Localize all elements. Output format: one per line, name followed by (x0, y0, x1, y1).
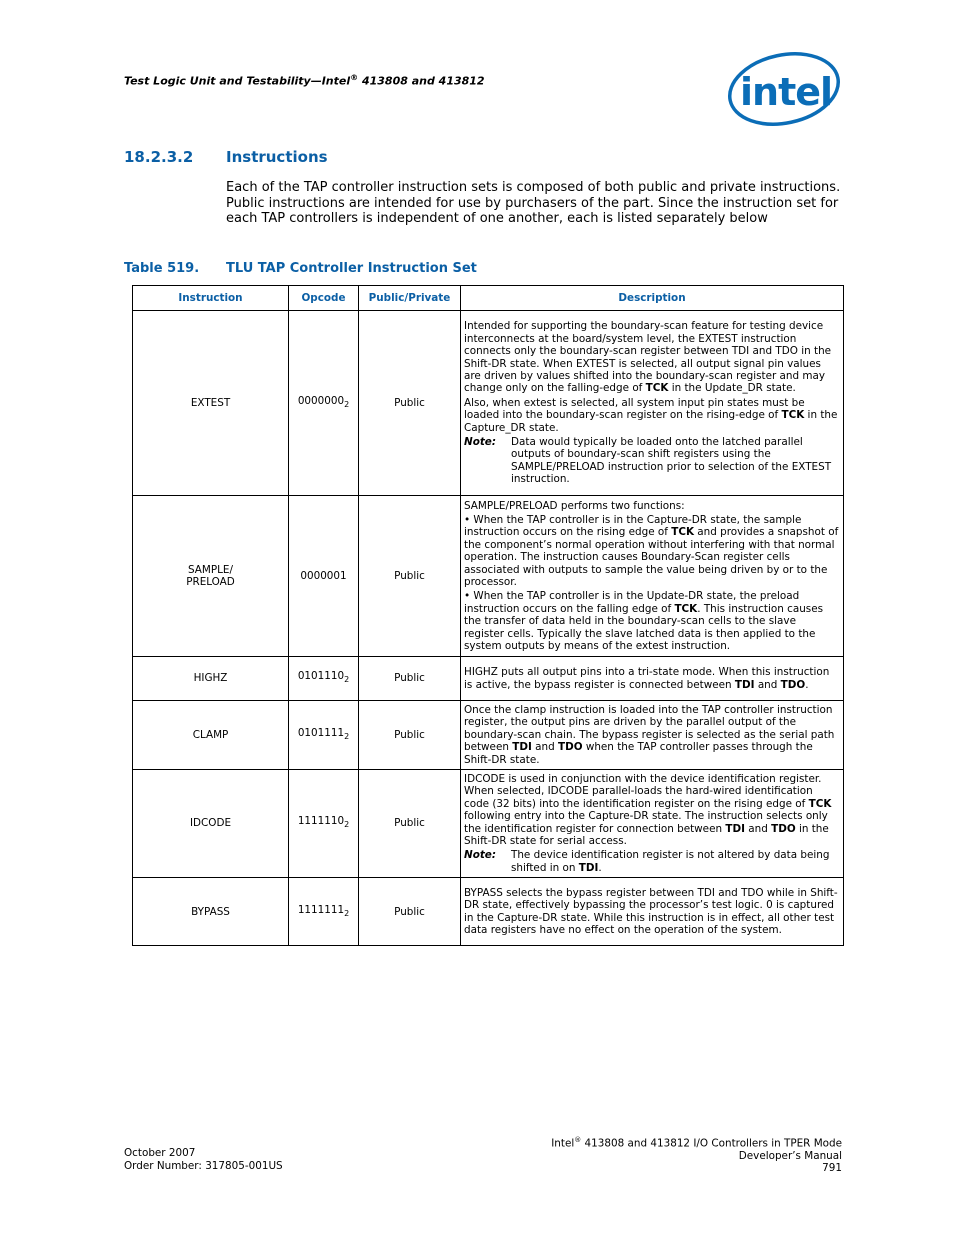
footer-right (460, 1134, 842, 1175)
opcode-cell: $1111111_2$ (289, 878, 359, 946)
table-caption-number: Table 519. (124, 261, 200, 276)
footer-doc-title: Intel® 413808 and 413812 I/O Controllers in TPER Mode (551, 1136, 842, 1150)
section-title: Instructions (226, 148, 328, 166)
instruction-cell: CLAMP (133, 701, 289, 770)
header-access: Public/Private (359, 286, 461, 311)
table-row (133, 701, 844, 770)
header-opcode: Opcode (289, 286, 359, 311)
header-instruction: Instruction (133, 286, 289, 311)
footer-order-number: Order Number: 317805-001US (124, 1159, 283, 1172)
description-cell: Intended for supporting the boundary-scan feature for testing device interconnects at the board/system level, the EXTEST instruction connects only the boundary-scan register between TDI and TDO in the Shift-DR state. When EXTEST is selected, all output signal pin values are driven by values shifted into the boundary-scan register and may change only on the falling-edge of TCK in the Update_DR state. Also, when extest is selected, all system input pin states must be loaded into the boundary-scan register on the rising-edge of TCK in the Capture_DR state. Note: Data would typically be loaded onto the latched parallel outputs of boundary-scan shift registers using the SAMPLE/PRELOAD instruction prior to selection of the EXTEST instruction. (461, 311, 844, 496)
table-row (133, 770, 844, 878)
table-caption-title: TLU TAP Controller Instruction Set (226, 261, 477, 276)
opcode-cell: 0000001 (289, 496, 359, 657)
instruction-cell: EXTEST (133, 311, 289, 496)
description-cell: IDCODE is used in conjunction with the device identification register. When selected, IDCODE parallel-loads the hard-wired identification code (32 bits) into the identification register on the rising edge of TCK following entry into the Capture-DR state. The instruction selects only the identification register for connection between TDI and TDO in the Shift-DR state for serial access. Note: The device identification register is not altered by data being shifted in on TDI. (461, 770, 844, 878)
intel-logo (726, 50, 842, 128)
access-cell: Public (359, 701, 461, 770)
access-cell: Public (359, 657, 461, 701)
table-caption (124, 261, 477, 276)
instruction-cell: IDCODE (133, 770, 289, 878)
footer-left (124, 1147, 283, 1172)
table-row (133, 311, 844, 496)
opcode-cell: $0101111_2$ (289, 701, 359, 770)
instruction-table (132, 285, 844, 946)
section-intro: Each of the TAP controller instruction sets is composed of both public and private instructions. Public instructions are intended for use by purchasers of the part. Since the instruction set for each TAP controllers is independent of one another, each is listed separately below (226, 180, 841, 227)
description-cell: HIGHZ puts all output pins into a tri-state mode. When this instruction is active, the bypass register is connected between TDI and TDO. (461, 657, 844, 701)
instruction-cell: HIGHZ (133, 657, 289, 701)
footer-doc-subtitle: Developer’s Manual (738, 1149, 842, 1162)
opcode-cell: $1111110_2$ (289, 770, 359, 878)
access-cell: Public (359, 311, 461, 496)
description-cell: BYPASS selects the bypass register between TDI and TDO while in Shift-DR state, effectively bypassing the processor’s test logic. 0 is captured in the Capture-DR state. While this instruction is in effect, all other test data registers have no effect on the operation of the system. (461, 878, 844, 946)
description-cell: SAMPLE/PRELOAD performs two functions: • When the TAP controller is in the Capture-DR state, the sample instruction occurs on the rising edge of TCK and provides a snapshot of the component’s normal operation without interfering with that normal operation. The instruction causes Boundary-Scan register cells associated with outputs to sample the value being driven by or to the processor. • When the TAP controller is in the Update-DR state, the preload instruction occurs on the falling edge of TCK. This instruction causes the transfer of data held in the boundary-scan cells to the slave register cells. Typically the slave latched data is then applied to the system outputs by means of the extest instruction. (461, 496, 844, 657)
access-cell: Public (359, 878, 461, 946)
access-cell: Public (359, 770, 461, 878)
section-number: 18.2.3.2 (124, 148, 194, 166)
running-header: Test Logic Unit and Testability—Intel® 413808 and 413812 (124, 73, 485, 88)
opcode-cell: $0101110_2$ (289, 657, 359, 701)
access-cell: Public (359, 496, 461, 657)
instruction-cell: BYPASS (133, 878, 289, 946)
note: Note: Data would typically be loaded onto the latched parallel outputs of boundary-scan shift registers using the SAMPLE/PRELOAD instruction prior to selection of the EXTEST instruction. (464, 436, 832, 486)
footer-date: October 2007 (124, 1147, 196, 1159)
opcode-cell: $0000000_2$ (289, 311, 359, 496)
description-cell: Once the clamp instruction is loaded into the TAP controller instruction register, the output pins are driven by the parallel output of the boundary-scan chain. The bypass register is selected as the serial path between TDI and TDO when the TAP controller passes through the Shift-DR state. (461, 701, 844, 770)
table-row (133, 878, 844, 946)
table-header-row (133, 286, 844, 311)
table-row (133, 657, 844, 701)
header-description: Description (461, 286, 844, 311)
page-number: 791 (822, 1162, 842, 1175)
note: Note: The device identification register is not altered by data being shifted in on TDI. (464, 849, 830, 874)
instruction-cell: SAMPLE/ PRELOAD (133, 496, 289, 657)
table-row (133, 496, 844, 657)
svg-text:intel: intel (740, 70, 833, 114)
